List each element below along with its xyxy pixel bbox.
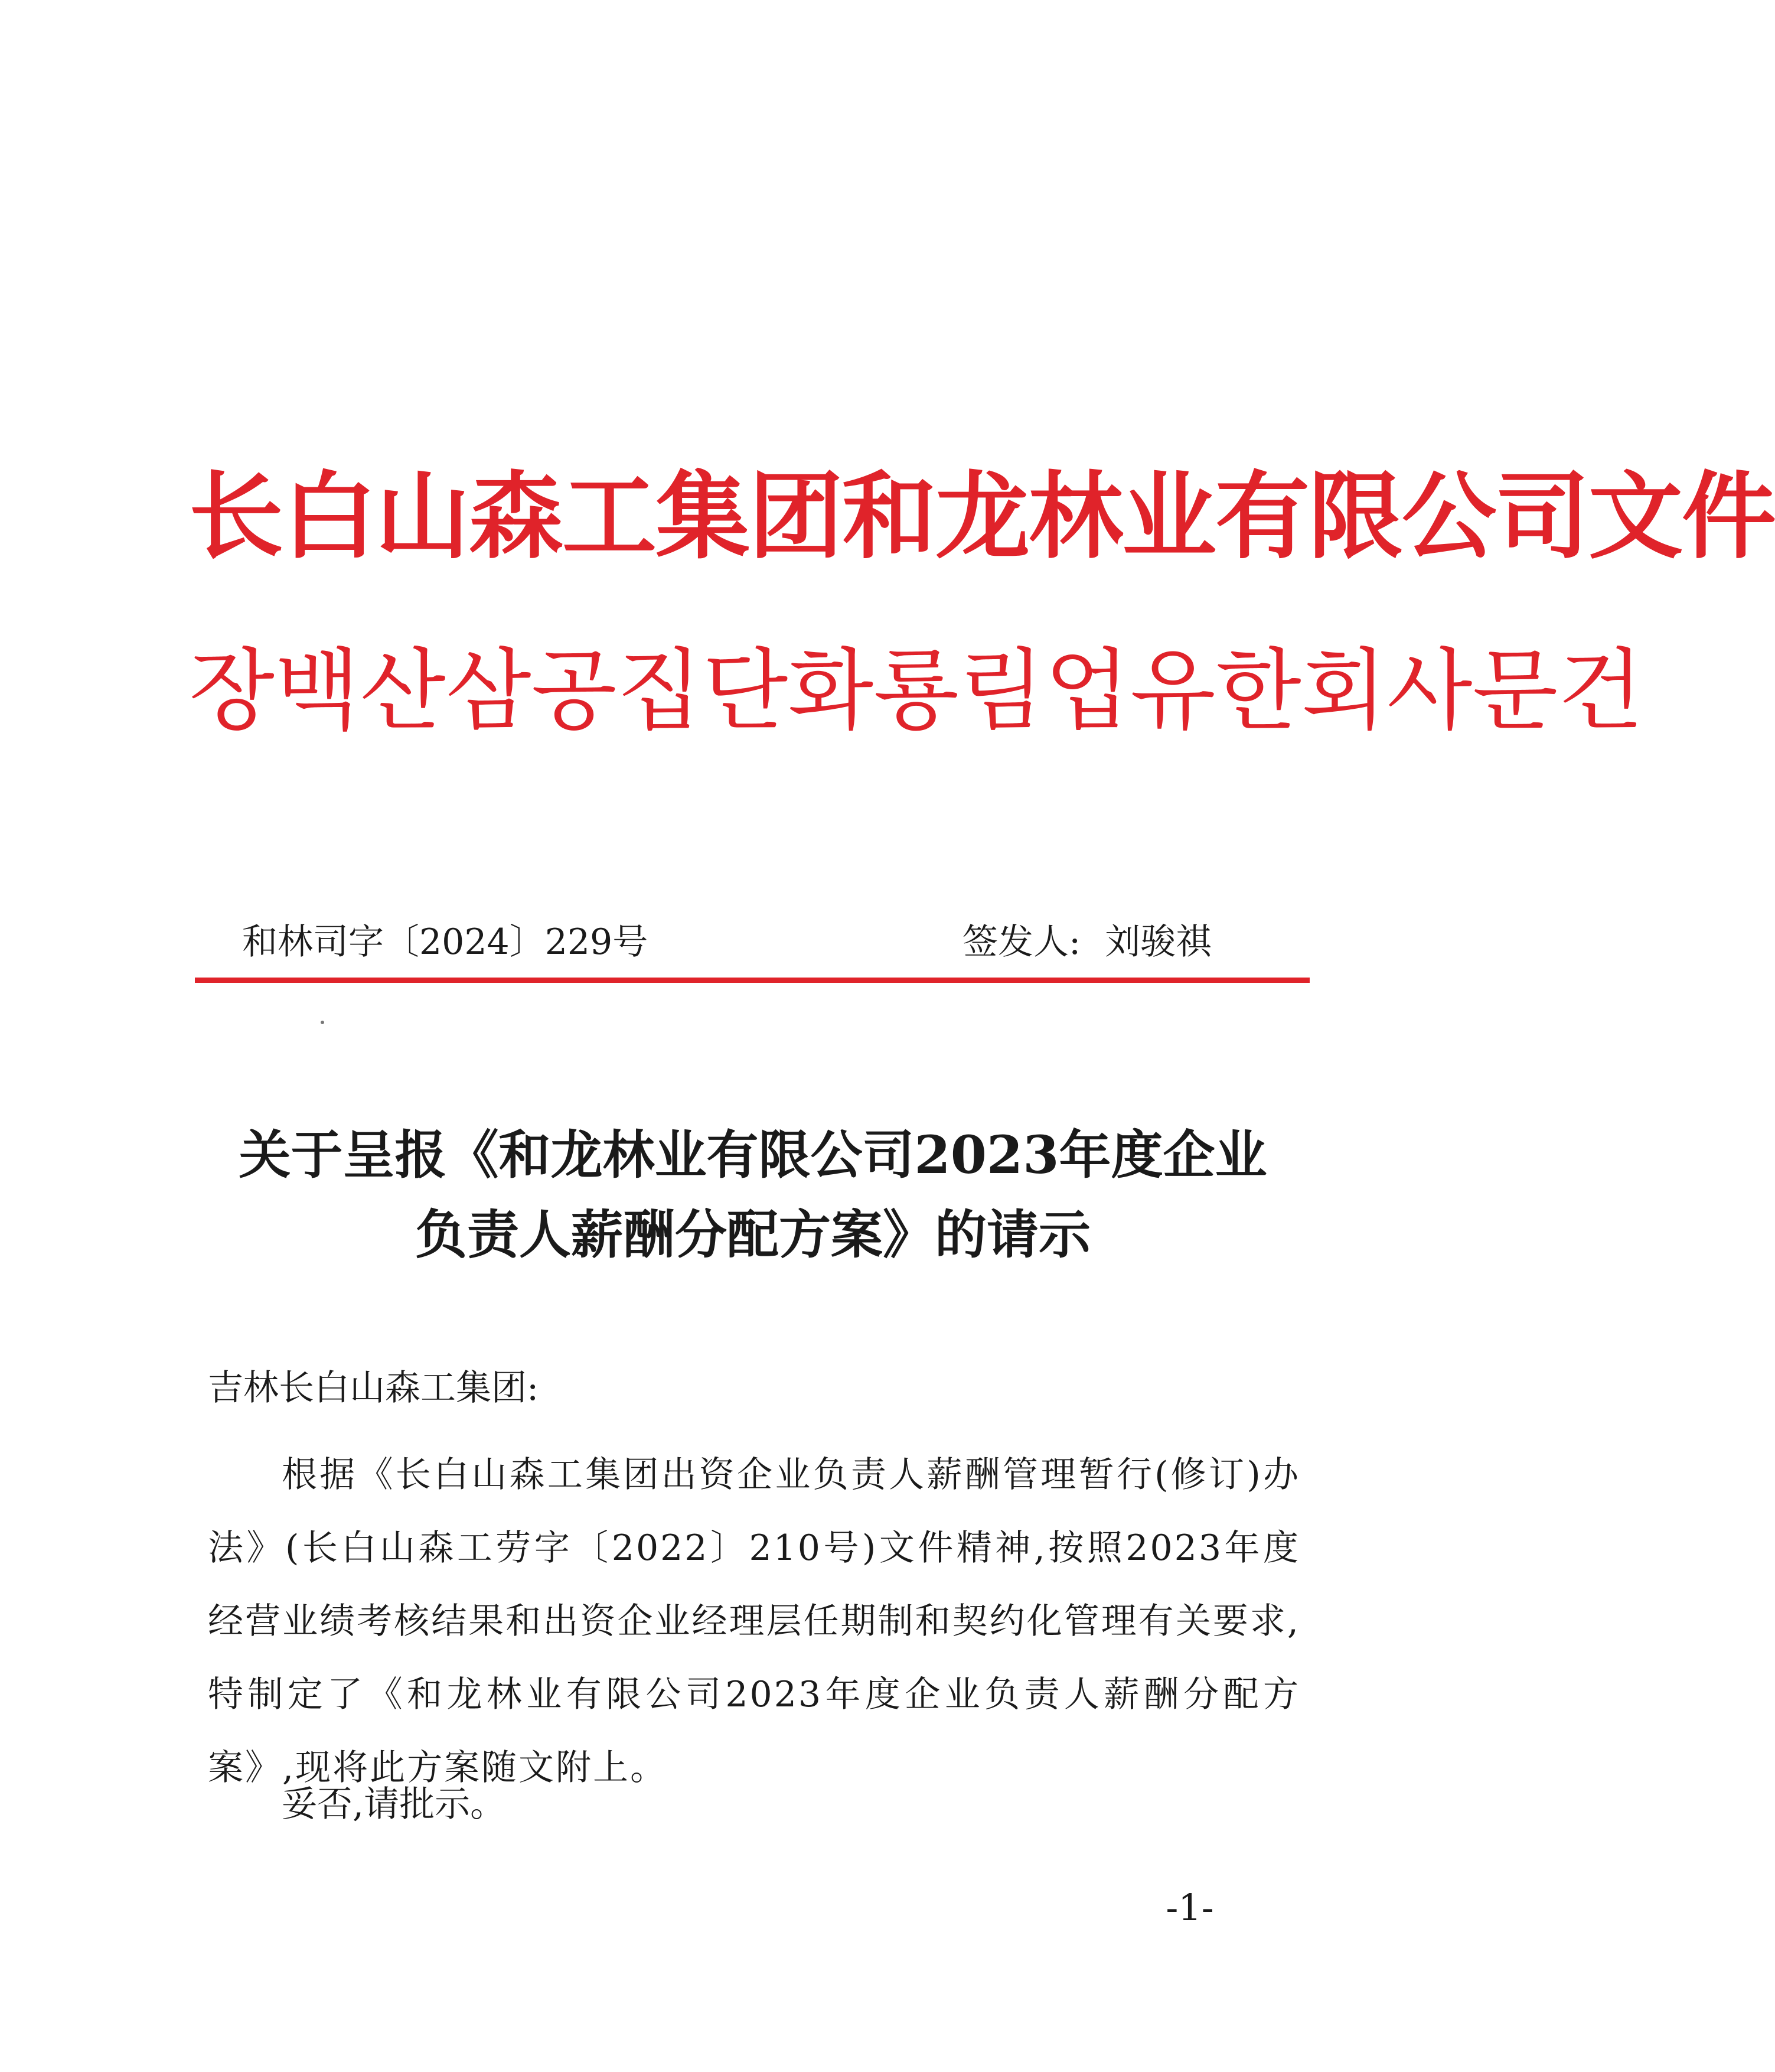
issuer-name: 刘骏祺 (1105, 921, 1212, 963)
issuer-block (962, 916, 1211, 969)
page-number: -1- (1166, 1886, 1214, 1929)
issuer-title-chinese: 长白山森工集团和龙林业有限公司文件 (189, 461, 1775, 572)
body-paragraph: 根据《长白山森工集团出资企业负责人薪酬管理暂行(修订)办法》(长白山森工劳字〔2022〕210号)文件精神,按照2023年度经营业绩考核结果和出资企业经理层任期制和契约化管理有关要求,特制定了《和龙林业有限公司2023年度企业负责人薪酬分配方案》,现将此方案随文附上。 (208, 1454, 1300, 1788)
subject-title-line-1: 关于呈报《和龙林业有限公司2023年度企业 (239, 1124, 1267, 1185)
subject-title-line-2: 负责人薪酬分配方案》的请示 (415, 1204, 1091, 1265)
issuer-title-korean: 장백산삼공집단화룡림업유한회사문건 (189, 640, 1644, 742)
issuer-label: 签发人: (962, 921, 1081, 963)
document-number: 和林司字〔2024〕229号 (242, 921, 648, 963)
scan-speck (321, 1021, 324, 1024)
red-header-divider (195, 978, 1310, 983)
addressee: 吉林长白山森工集团: (208, 1367, 539, 1409)
closing-request: 妥否,请批示。 (282, 1784, 506, 1825)
